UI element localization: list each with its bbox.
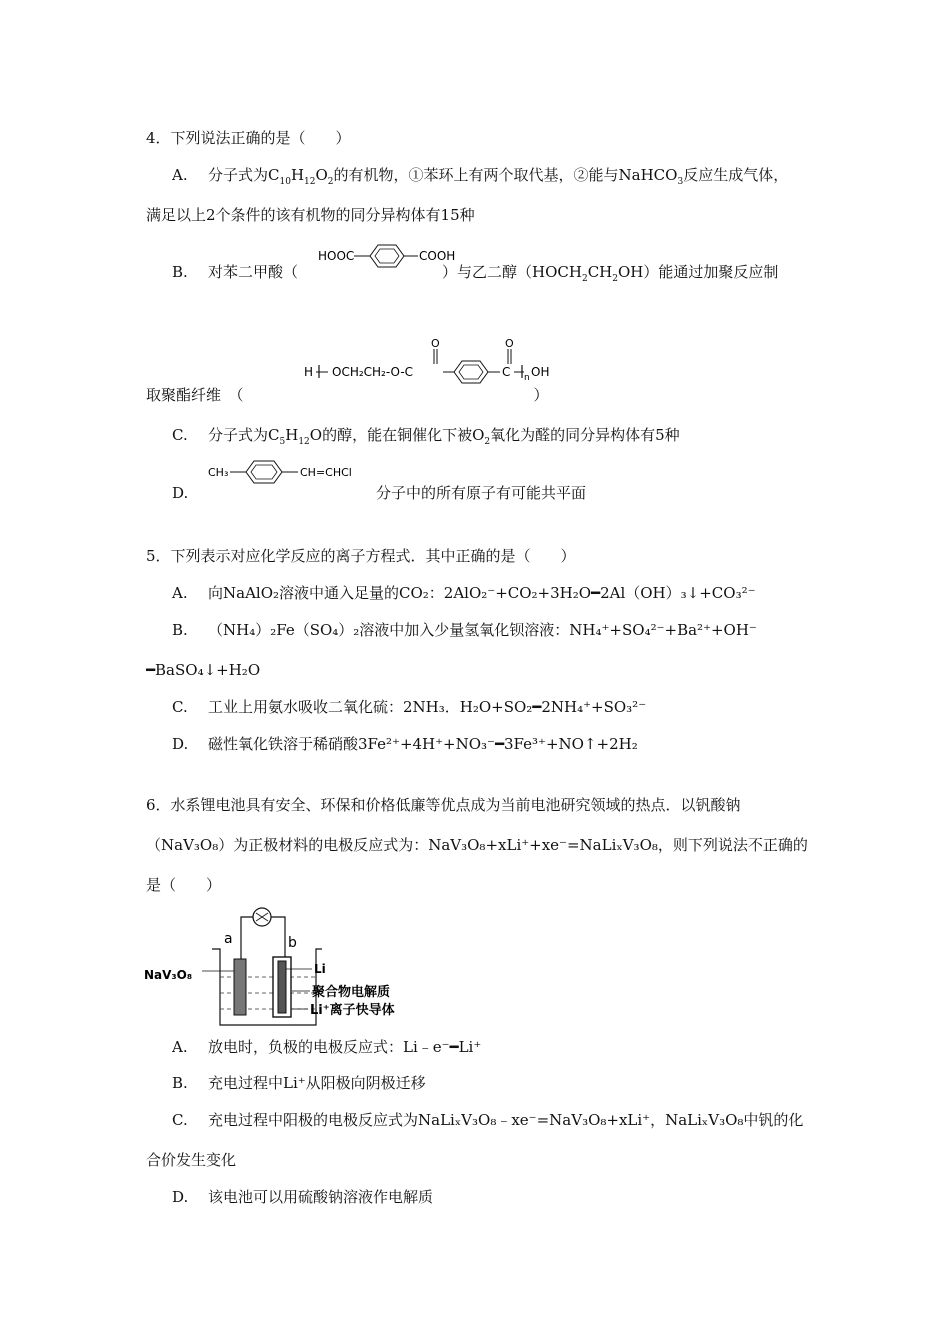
svg-text:n: n [524, 373, 530, 383]
svg-text:H: H [304, 365, 314, 379]
terephthalic-acid-structure [318, 242, 468, 272]
svg-text:CH=CHCl: CH=CHCl [300, 466, 352, 479]
option-label: B. [172, 1074, 188, 1092]
polyester-structure [300, 335, 570, 385]
option-label: D. [172, 1188, 189, 1206]
q5-option-d: D. 磁性氧化铁溶于稀硝酸3Fe²⁺+4H⁺+NO₃⁻━3Fe³⁺+NO↑+2H₂ [172, 735, 638, 753]
option-label: C. [172, 698, 188, 716]
q6-stem-line3: 是（ ） [146, 876, 222, 894]
q4-option-b-continued: 取聚酯纤维 （ ） [146, 386, 549, 404]
svg-text:CH₃: CH₃ [208, 466, 229, 479]
q5-stem: 5．下列表示对应化学反应的离子方程式．其中正确的是（ ） [146, 547, 576, 565]
q4-option-c: C. 分子式为$C_5H_{12}O$的醇，能在铜催化下被$O_2$氧化为醛的同分异构体有5种 [172, 426, 680, 447]
battery-diagram [140, 905, 430, 1035]
svg-text:NaV₃O₈: NaV₃O₈ [144, 968, 193, 982]
q6-option-b: B. 充电过程中Li⁺从阳极向阴极迁移 [172, 1074, 426, 1092]
q4-option-a-continued: 满足以上2个条件的该有机物的同分异构体有15种 [146, 206, 475, 224]
q6-stem-line2: （NaV₃O₈）为正极材料的电极反应式为：NaV₃O₈+xLi⁺+xe⁻=NaLiₓV₃O₈，则下列说法不正确的 [146, 836, 808, 854]
svg-text:O: O [431, 337, 440, 350]
svg-text:OCH₂CH₂-O-C: OCH₂CH₂-O-C [332, 365, 414, 379]
svg-text:Li: Li [314, 962, 326, 976]
svg-text:b: b [288, 935, 297, 951]
svg-text:C: C [502, 365, 511, 379]
q4-option-d: D. 分子中的所有原子有可能共平面 [172, 484, 587, 502]
q6-stem: 6．水系锂电池具有安全、环保和价格低廉等优点成为当前电池研究领域的热点．以钒酸钠 [146, 796, 741, 814]
option-label: B. [172, 621, 188, 639]
option-label: A. [172, 1038, 188, 1056]
q5-option-b: B. （NH₄）₂Fe（SO₄）₂溶液中加入少量氢氧化钡溶液：NH₄⁺+SO₄²⁻+Ba²⁺+OH⁻ [172, 621, 757, 639]
option-label: C. [172, 426, 188, 444]
option-label: D. [172, 735, 189, 753]
q6-option-d: D. 该电池可以用硫酸钠溶液作电解质 [172, 1188, 434, 1206]
option-label: C. [172, 1111, 188, 1129]
q4-option-a: A. 分子式为$C_{10}H_{12}O_2$的有机物，①苯环上有两个取代基，②能与NaHCO$_3$反应生成气体， [172, 166, 789, 187]
q5-option-a: A. 向NaAlO₂溶液中通入足量的CO₂：2AlO₂⁻+CO₂+3H₂O━2Al（OH）₃↓+CO₃²⁻ [172, 584, 756, 602]
chlorovinyl-toluene-structure [208, 459, 368, 493]
svg-text:OH: OH [531, 365, 550, 379]
option-label: D. [172, 484, 189, 502]
svg-text:Li⁺离子快导体: Li⁺离子快导体 [310, 1003, 395, 1018]
svg-text:COOH: COOH [419, 249, 456, 263]
q4-stem: 4．下列说法正确的是（ ） [146, 129, 351, 147]
svg-text:HOOC: HOOC [318, 249, 355, 263]
option-label: B. [172, 263, 188, 281]
q6-option-c-continued: 合价发生变化 [146, 1151, 237, 1169]
q6-option-a: A. 放电时，负极的电极反应式：Li﹣e⁻━Li⁺ [172, 1038, 482, 1056]
q5-option-b-continued: ━BaSO₄↓+H₂O [146, 661, 261, 679]
q5-option-c: C. 工业上用氨水吸收二氧化硫：2NH₃．H₂O+SO₂━2NH₄⁺+SO₃²⁻ [172, 698, 647, 716]
svg-text:a: a [224, 931, 233, 947]
option-label: A. [172, 166, 188, 184]
q4-option-b: B. 对苯二甲酸（ ）与乙二醇$(HOCH_2CH_2OH)$能通过加聚反应制 [172, 263, 779, 284]
option-label: A. [172, 584, 188, 602]
svg-text:聚合物电解质: 聚合物电解质 [312, 985, 391, 1000]
q6-option-c: C. 充电过程中阳极的电极反应式为NaLiₓV₃O₈﹣xe⁻=NaV₃O₈+xLi⁺，NaLiₓV₃O₈中钒的化 [172, 1111, 804, 1129]
svg-text:O: O [505, 337, 514, 350]
